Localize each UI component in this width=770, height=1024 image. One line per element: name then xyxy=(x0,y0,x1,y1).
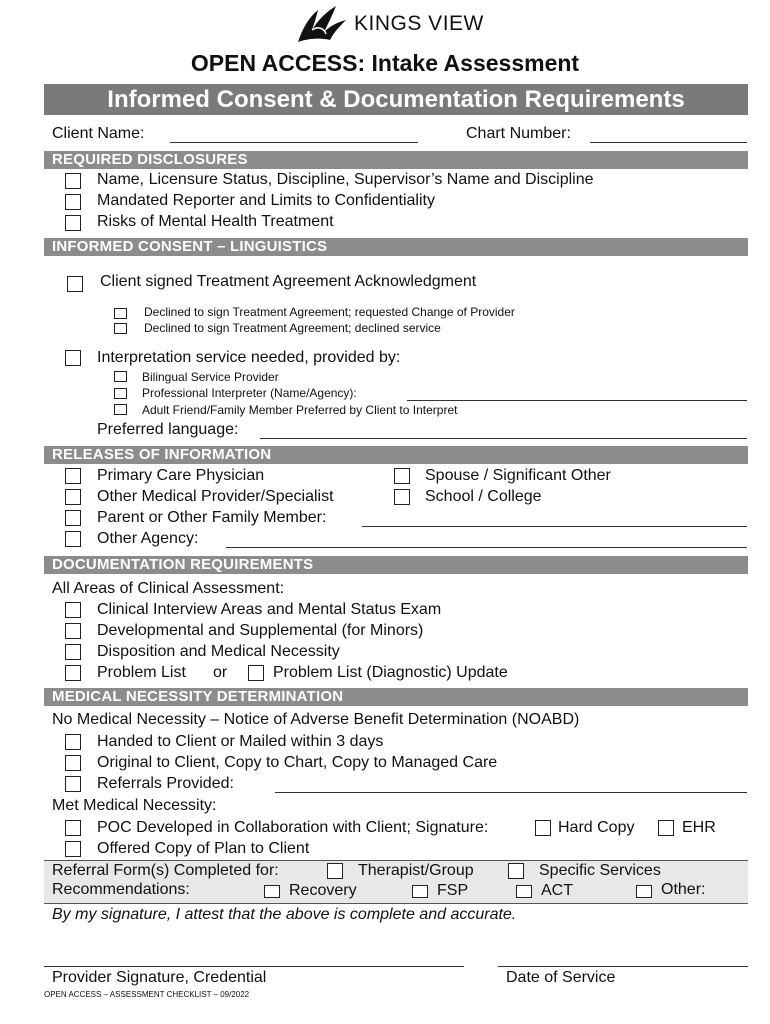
checkbox-act[interactable] xyxy=(516,885,532,898)
checkbox-developmental[interactable] xyxy=(65,623,81,639)
declined-item: Declined to sign Treatment Agreement; requested Change of Provider xyxy=(144,305,515,319)
banner-text: Informed Consent & Documentation Requirements xyxy=(107,86,685,113)
checkbox-professional-interpreter[interactable] xyxy=(114,388,127,399)
documentation-item: Developmental and Supplemental (for Minors) xyxy=(97,622,424,639)
checkbox-other[interactable] xyxy=(636,885,652,898)
specific-services-label: Specific Services xyxy=(539,862,661,879)
provider-signature-field[interactable] xyxy=(44,966,464,967)
checkbox-parent[interactable] xyxy=(65,510,81,526)
checkbox-spouse[interactable] xyxy=(394,468,410,484)
no-necessity-item: Original to Client, Copy to Chart, Copy to Managed Care xyxy=(97,754,498,771)
interp-option: Professional Interpreter (Name/Agency): xyxy=(142,386,357,400)
poc-label: POC Developed in Collaboration with Client; Signature: xyxy=(97,819,489,836)
checkbox-specific-services[interactable] xyxy=(508,863,524,879)
checkbox-bilingual[interactable] xyxy=(114,371,127,382)
recommendations-label: Recommendations: xyxy=(52,881,190,898)
checkbox-problem-list[interactable] xyxy=(65,665,81,681)
checkbox-offered-copy[interactable] xyxy=(65,841,81,857)
footer-text: OPEN ACCESS – ASSESSMENT CHECKLIST – 09/2022 xyxy=(44,990,250,999)
interpreter-name-field[interactable] xyxy=(407,400,747,401)
checkbox-original-to-client[interactable] xyxy=(65,755,81,771)
checkbox-treatment-agreement[interactable] xyxy=(67,276,83,292)
checkbox-problem-list-update[interactable] xyxy=(248,665,264,681)
section-documentation: DOCUMENTATION REQUIREMENTS xyxy=(44,556,748,574)
checkbox-other-medical[interactable] xyxy=(65,489,81,505)
disclosure-item: Name, Licensure Status, Discipline, Supervisor’s Name and Discipline xyxy=(97,171,594,188)
checkbox-recovery[interactable] xyxy=(264,885,280,898)
checkbox-disclosure-risks[interactable] xyxy=(65,215,81,231)
release-primary-care: Primary Care Physician xyxy=(97,467,265,484)
problem-list-label: Problem List xyxy=(97,664,186,681)
client-name-label: Client Name: xyxy=(52,125,145,142)
checkbox-handed-to-client[interactable] xyxy=(65,734,81,750)
checkbox-clinical-interview[interactable] xyxy=(65,602,81,618)
checkbox-disposition[interactable] xyxy=(65,644,81,660)
checkbox-poc[interactable] xyxy=(65,820,81,836)
client-name-field[interactable] xyxy=(170,142,418,143)
preferred-language-label: Preferred language: xyxy=(97,421,239,438)
document-title: OPEN ACCESS: Intake Assessment xyxy=(190,50,580,76)
checkbox-declined-service[interactable] xyxy=(114,323,127,334)
or-label: or xyxy=(213,664,228,681)
documentation-item: Clinical Interview Areas and Mental Status Exam xyxy=(97,601,442,618)
documentation-intro: All Areas of Clinical Assessment: xyxy=(52,580,285,597)
logo-text: KINGS VIEW xyxy=(354,12,484,35)
section-informed-consent: INFORMED CONSENT – LINGUISTICS xyxy=(44,238,748,256)
release-other-medical: Other Medical Provider/Specialist xyxy=(97,488,334,505)
checkbox-primary-care[interactable] xyxy=(65,468,81,484)
referrals-field[interactable] xyxy=(275,792,747,793)
section-releases: RELEASES OF INFORMATION xyxy=(44,446,748,464)
hard-copy-label: Hard Copy xyxy=(558,819,635,836)
parent-field[interactable] xyxy=(362,526,747,527)
problem-list-update-label: Problem List (Diagnostic) Update xyxy=(273,664,508,681)
release-other-agency: Other Agency: xyxy=(97,530,199,547)
preferred-language-field[interactable] xyxy=(260,438,747,439)
ehr-label: EHR xyxy=(682,819,716,836)
therapist-label: Therapist/Group xyxy=(358,862,474,879)
act-label: ACT xyxy=(541,882,573,899)
other-agency-field[interactable] xyxy=(226,547,747,548)
interpretation-label: Interpretation service needed, provided by: xyxy=(97,349,401,366)
checkbox-school[interactable] xyxy=(394,489,410,505)
referral-label: Referral Form(s) Completed for: xyxy=(52,862,279,879)
checkbox-disclosure-name[interactable] xyxy=(65,173,81,189)
provider-signature-label: Provider Signature, Credential xyxy=(52,969,267,986)
checkbox-therapist[interactable] xyxy=(327,863,343,879)
checkbox-declined-change-provider[interactable] xyxy=(114,308,127,319)
no-necessity-item: Referrals Provided: xyxy=(97,775,234,792)
checkbox-fsp[interactable] xyxy=(412,885,428,898)
section-medical-necessity: MEDICAL NECESSITY DETERMINATION xyxy=(44,688,748,706)
release-spouse: Spouse / Significant Other xyxy=(425,467,611,484)
disclosure-item: Mandated Reporter and Limits to Confidentiality xyxy=(97,192,435,209)
treatment-agreement-label: Client signed Treatment Agreement Acknowledgment xyxy=(100,273,477,290)
no-necessity-item: Handed to Client or Mailed within 3 days xyxy=(97,733,384,750)
release-parent: Parent or Other Family Member: xyxy=(97,509,327,526)
checkbox-family-interpreter[interactable] xyxy=(114,404,127,415)
fsp-label: FSP xyxy=(437,882,469,899)
date-of-service-field[interactable] xyxy=(498,966,748,967)
other-label: Other: xyxy=(661,881,706,898)
checkbox-hard-copy[interactable] xyxy=(535,820,551,836)
declined-item: Declined to sign Treatment Agreement; declined service xyxy=(144,321,441,335)
release-school: School / College xyxy=(425,488,542,505)
chart-number-field[interactable] xyxy=(590,142,747,143)
checkbox-other-agency[interactable] xyxy=(65,531,81,547)
recovery-label: Recovery xyxy=(289,882,357,899)
documentation-item: Disposition and Medical Necessity xyxy=(97,643,340,660)
attestation-text: By my signature, I attest that the above is complete and accurate. xyxy=(52,906,517,923)
section-required-disclosures: REQUIRED DISCLOSURES xyxy=(44,151,748,169)
offered-copy-label: Offered Copy of Plan to Client xyxy=(97,840,310,857)
interp-option: Adult Friend/Family Member Preferred by Client to Interpret xyxy=(142,403,458,417)
no-necessity-label: No Medical Necessity – Notice of Adverse Benefit Determination (NOABD) xyxy=(52,711,580,728)
interp-option: Bilingual Service Provider xyxy=(142,370,279,384)
disclosure-item: Risks of Mental Health Treatment xyxy=(97,213,334,230)
kings-view-logo xyxy=(296,4,356,49)
chart-number-label: Chart Number: xyxy=(466,125,571,142)
checkbox-ehr[interactable] xyxy=(658,820,674,836)
checkbox-disclosure-mandated[interactable] xyxy=(65,194,81,210)
met-necessity-label: Met Medical Necessity: xyxy=(52,797,217,814)
checkbox-referrals-provided[interactable] xyxy=(65,776,81,792)
date-of-service-label: Date of Service xyxy=(506,969,616,986)
checkbox-interpretation[interactable] xyxy=(65,350,81,366)
bird-logo-icon xyxy=(296,4,356,44)
